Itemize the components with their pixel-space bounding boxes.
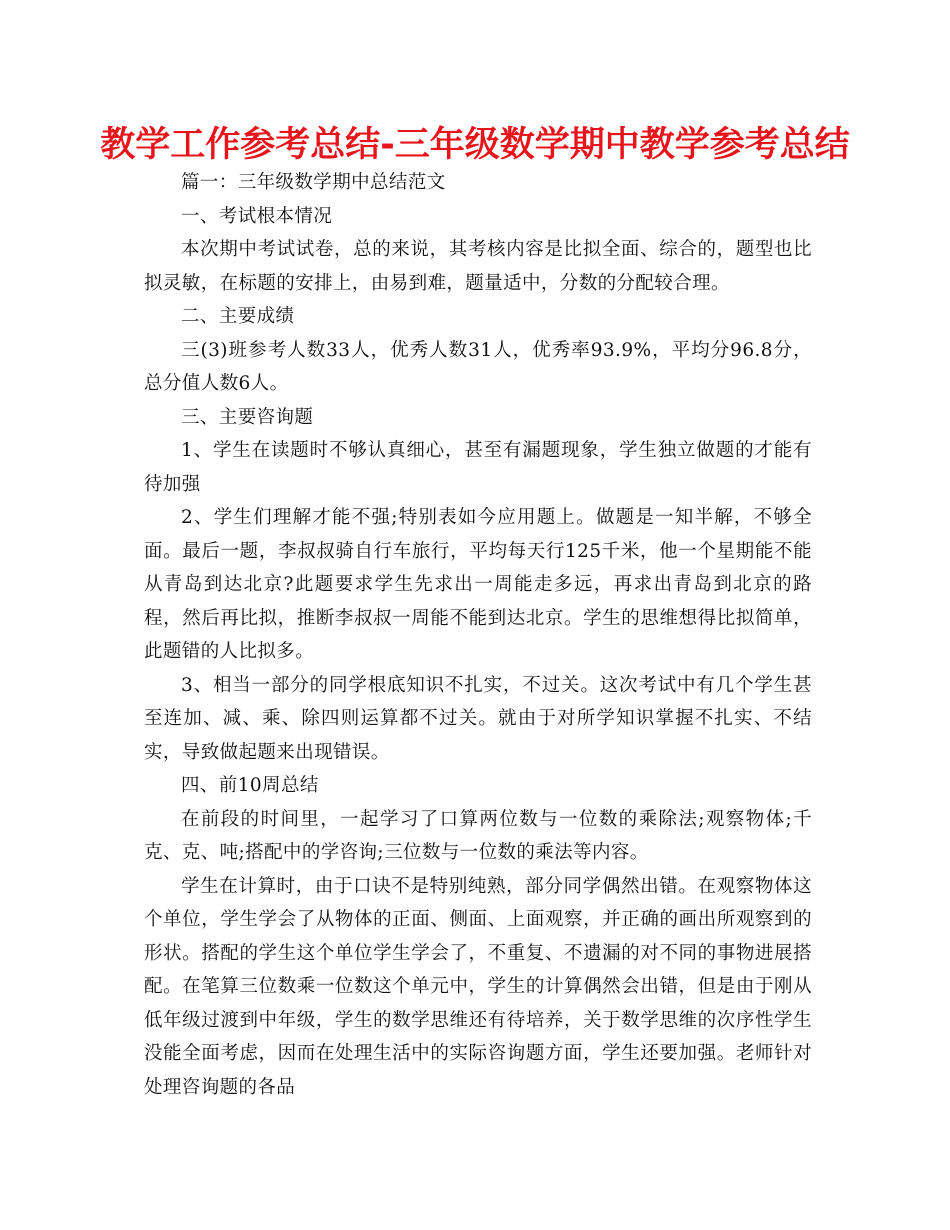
paragraph-student-performance: 学生在计算时，由于口诀不是特别纯熟，部分同学偶然出错。在观察物体这个单位，学生学会了从物体的正面、侧面、上面观察，并正确的画出所观察到的形状。搭配的学生这个单位学生学会了，不重复、不遗漏的对不同的事物进展搭配。在笔算三位数乘一位数这个单元中，学生的计算偶然会出错，但是由于刚从低年级过渡到中年级，学生的数学思维还有待培养，关于数学思维的次序性学生没能全面考虑，因而在处理生活中的实际咨询题方面，学生还要加强。老师针对处理咨询题的各品 bbox=[144, 875, 812, 1098]
section-heading-first-10-weeks: 四、前10周总结 bbox=[181, 775, 319, 796]
document-title: 教学工作参考总结-三年级数学期中教学参考总结 bbox=[100, 125, 850, 165]
paragraph-content-covered: 在前段的时间里，一起学习了口算两位数与一位数的乘除法;观察物体;千克、克、吨;搭配中的学咨询;三位数与一位数的乘法等内容。 bbox=[144, 808, 812, 863]
document-body bbox=[144, 166, 812, 1104]
paragraph-exam-overview: 本次期中考试试卷，总的来说，其考核内容是比拟全面、综合的，题型也比拟灵敏，在标题的安排上，由易到难，题量适中，分数的分配较合理。 bbox=[144, 239, 812, 294]
section-heading-article-one: 篇一：三年级数学期中总结范文 bbox=[181, 172, 446, 193]
section-heading-exam-overview: 一、考试根本情况 bbox=[181, 205, 333, 227]
paragraph-problem-2: 2、学生们理解才能不强;特别表如今应用题上。做题是一知半解，不够全面。最后一题，李叔叔骑自行车旅行，平均每天行125千米，他一个星期能不能从青岛到达北京?此题要求学生先求出一周能走多远，再求出青岛到北京的路程，然后再比拟，推断李叔叔一周能不能到达北京。学生的思维想得比拟简单，此题错的人比拟多。 bbox=[144, 507, 812, 662]
section-heading-main-results: 二、主要成绩 bbox=[181, 306, 295, 327]
paragraph-problem-3: 3、相当一部分的同学根底知识不扎实，不过关。这次考试中有几个学生甚至连加、减、乘、除四则运算都不过关。就由于对所学知识掌握不扎实、不结实，导致做起题来出现错误。 bbox=[144, 674, 812, 763]
paragraph-problem-1: 1、学生在读题时不够认真细心，甚至有漏题现象，学生独立做题的才能有待加强 bbox=[144, 440, 812, 495]
section-heading-main-problems: 三、主要咨询题 bbox=[181, 406, 314, 428]
paragraph-main-results: 三(3)班参考人数33人，优秀人数31人，优秀率93.9%，平均分96.8分，总分值人数6人。 bbox=[144, 339, 812, 394]
